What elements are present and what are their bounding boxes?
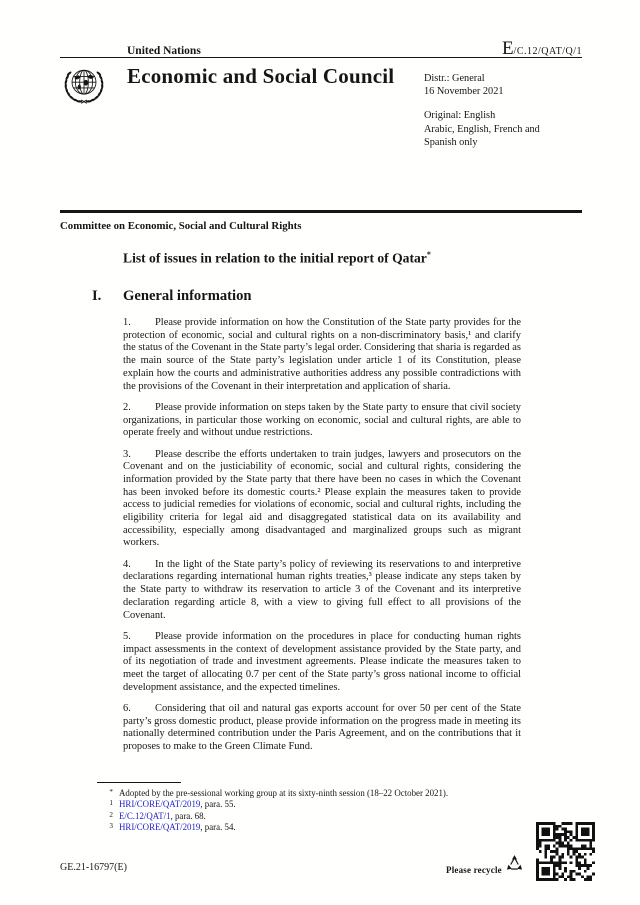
footnote-marker: 1 [109, 799, 113, 808]
document-title [123, 250, 431, 267]
distr-line: Distr.: General [424, 73, 485, 84]
document-symbol-initial: E [501, 38, 514, 59]
footnote-text [119, 822, 236, 833]
paragraph-5 [123, 631, 521, 695]
distribution-block [424, 72, 594, 149]
org-name: United Nations [127, 45, 201, 57]
section-divider-rule [60, 210, 582, 213]
recycle-label: Please recycle [446, 864, 502, 875]
paragraph-1 [123, 317, 521, 393]
paragraph-4 [123, 559, 521, 623]
document-reference-number: GE.21-16797(E) [60, 862, 127, 873]
paragraph-text: Please provide information on steps taken by the State party to ensure that civil society organizations, in particular those working on economic, social and cultural rights, are able to operate freely and without undue restrictions. [123, 401, 521, 439]
footnote-text: Adopted by the pre-sessional working group at its sixty-ninth session (18–22 October 2021). [119, 788, 449, 798]
footnote-separator [97, 782, 181, 783]
paragraph-number: 3. [123, 448, 131, 460]
paragraph-text: In the light of the State party’s policy of reviewing its reservations to and interpretive declarations regarding international human rights treaties,³ please indicate any steps taken by the State party to withdraw its reservation to article 3 of the Covenant and its interpretive declaration regarding article 8, with a view to giving full effect to all provisions of the Covenant. [123, 558, 521, 621]
footnotes-block [97, 782, 537, 833]
footnote-rest: , para. 55. [200, 799, 236, 810]
footnote-document-link[interactable]: HRI/CORE/QAT/2019 [119, 799, 201, 810]
footnote-rest: , para. 54. [200, 821, 236, 832]
header-divider [60, 57, 582, 58]
footnote-3 [97, 822, 537, 833]
paragraph-text: Considering that oil and natural gas exports account for over 50 per cent of the State party’s gross domestic product, please provide information on the progress made in meeting its nationally determined contribution under the Paris Agreement, and on the contributions that it proposes to make to the Green Climate Fund. [123, 702, 521, 753]
date-line: 16 November 2021 [424, 86, 504, 98]
section-numeral: I. [92, 288, 102, 304]
paragraph-text: Please provide information on the procedures in place for conducting human rights impact assessments in the context of development assistance provided by the State party, and of its negotiation of trade and investment agreements. Please indicate the measures taken to meet the target of allocating 0.7 per cent of the State party’s gross national income to official development assistance, and the expected timelines. [123, 630, 521, 693]
recycle-notice [446, 858, 524, 881]
paragraph-6 [123, 703, 521, 754]
spacer [424, 98, 594, 109]
paragraph-3 [123, 449, 521, 551]
title-footnote-marker: * [426, 250, 431, 259]
paragraph-2 [123, 402, 521, 440]
council-title: Economic and Social Council [127, 64, 395, 88]
footnote-2 [97, 811, 537, 822]
document-symbol-rest: /C.12/QAT/Q/1 [513, 46, 582, 57]
section-heading-text: General information [123, 288, 252, 304]
un-emblem-icon [61, 64, 107, 115]
footnote-1 [97, 799, 537, 810]
footnote-rest: , para. 68. [170, 810, 206, 821]
footnote-text [119, 799, 236, 810]
section-heading [92, 288, 252, 305]
footnote-marker: 2 [109, 810, 113, 819]
footnote-asterisk [97, 788, 537, 799]
document-title-text: List of issues in relation to the initial report of Qatar [123, 250, 427, 266]
original-language-line: Original: English [424, 110, 496, 122]
paragraph-text: Please describe the efforts undertaken to train judges, lawyers and prosecutors on the Covenant and on the justiciability of economic, social and cultural rights, considering the information provided by the State party that there have been no cases in which the Covenant has been invoked before its domestic courts.² Please explain the measures taken to provide access to judicial remedies for violations of economic, social and cultural rights, including the eligibility criteria for legal aid and disaggregated statistical data on its availability and accessibility, especially among disadvantaged and marginalized groups such as migrant workers. [123, 448, 521, 549]
footnote-marker: * [109, 788, 113, 796]
paragraph-number: 4. [123, 558, 131, 570]
committee-name: Committee on Economic, Social and Cultural Rights [60, 220, 302, 232]
footnote-text [119, 811, 206, 822]
footnote-document-link[interactable]: E/C.12/QAT/1 [119, 810, 171, 821]
paragraph-number: 1. [123, 317, 131, 328]
languages-line-1: Arabic, English, French and [424, 123, 540, 135]
paragraph-number: 5. [123, 630, 131, 642]
languages-line-2: Spanish only [424, 136, 478, 148]
paragraph-text: Please provide information on how the Constitution of the State party provides for the protection of economic, social and cultural rights on a non-discriminatory basis,¹ and clarify the status of the Covenant in the State party’s legal order. Considering that sharia is regarded as the main source of the State party’s legislation under article 1 of its Constitution, please explain how the courts and administrative authorities address any possible contradictions with the provisions of the Covenant in their interpretation and application of sharia. [123, 317, 521, 392]
body-paragraphs [123, 317, 521, 762]
footnote-document-link[interactable]: HRI/CORE/QAT/2019 [119, 821, 201, 832]
paragraph-number: 6. [123, 702, 131, 714]
paragraph-number: 2. [123, 401, 131, 413]
recycle-icon [505, 854, 524, 877]
qr-code [536, 822, 595, 881]
footnote-marker: 3 [109, 821, 113, 830]
